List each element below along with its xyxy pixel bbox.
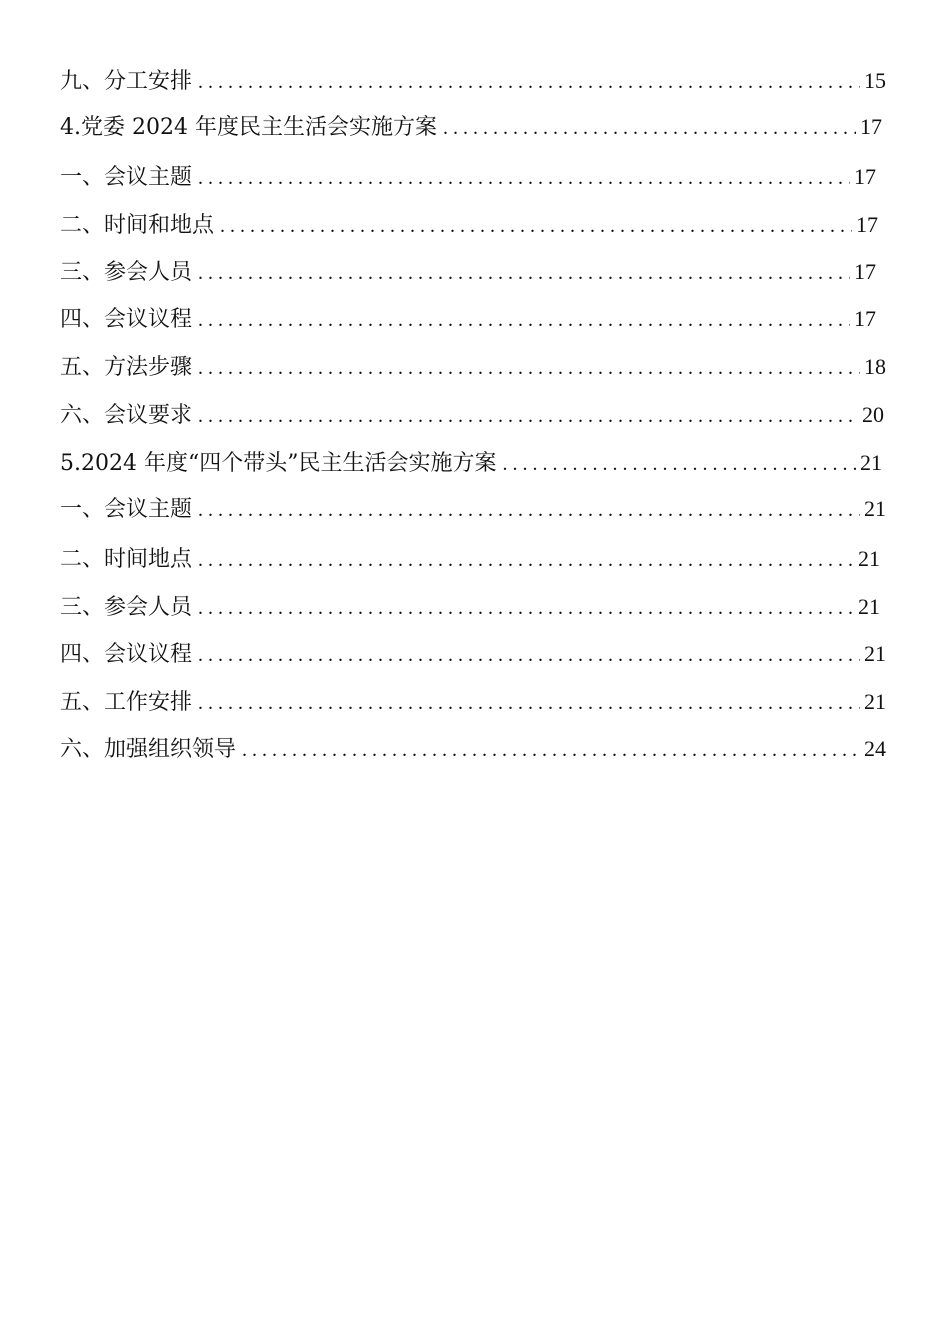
toc-dot-leader <box>437 113 856 143</box>
toc-dot-leader <box>192 305 850 335</box>
toc-entry[interactable] <box>60 352 886 383</box>
toc-page-number: 17 <box>854 259 876 284</box>
toc-dot-leader <box>192 258 850 288</box>
toc-dot-leader <box>236 735 860 765</box>
toc-entry-title: 一、会议主题 <box>60 165 193 190</box>
toc-entry[interactable] <box>60 592 880 623</box>
toc-dot-leader <box>192 353 860 383</box>
toc-page-number: 17 <box>854 306 876 331</box>
toc-page-number: 21 <box>864 496 886 521</box>
toc-entry-title: 5.2024 年度“四个带头”民主生活会实施方案 <box>60 451 497 476</box>
toc-entry-title: 二、时间和地点 <box>60 213 215 238</box>
toc-entry-title: 六、会议要求 <box>60 403 193 428</box>
toc-dot-leader <box>192 545 854 575</box>
toc-dot-leader <box>192 688 860 718</box>
toc-page-number: 21 <box>864 641 886 666</box>
toc-entry-title: 三、参会人员 <box>60 595 193 620</box>
toc-entry-title: 五、方法步骤 <box>60 355 193 380</box>
toc-dot-leader <box>192 163 850 193</box>
toc-dot-leader <box>192 495 860 525</box>
toc-dot-leader <box>496 449 856 479</box>
toc-dot-leader <box>192 401 858 431</box>
toc-page-number: 21 <box>860 450 882 475</box>
toc-entry[interactable] <box>60 400 884 431</box>
toc-entry[interactable] <box>60 639 886 670</box>
toc-entry[interactable] <box>60 257 876 288</box>
toc-dot-leader <box>214 211 852 241</box>
toc-entry[interactable] <box>60 494 886 525</box>
toc-entry-title: 九、分工安排 <box>60 69 193 94</box>
toc-entry[interactable] <box>60 448 882 479</box>
toc-entry[interactable] <box>60 162 876 193</box>
toc-entry-title: 二、时间地点 <box>60 547 193 572</box>
toc-entry-title: 一、会议主题 <box>60 497 193 522</box>
toc-entry[interactable] <box>60 112 882 143</box>
toc-page-number: 17 <box>854 164 876 189</box>
toc-entry-title: 六、加强组织领导 <box>60 737 237 762</box>
toc-entry-title: 三、参会人员 <box>60 260 193 285</box>
toc-page-number: 15 <box>864 68 886 93</box>
toc-page-number: 24 <box>864 736 886 761</box>
toc-page-number: 17 <box>856 212 878 237</box>
toc-entry-title: 四、会议议程 <box>60 642 193 667</box>
toc-entry-title: 4.党委 2024 年度民主生活会实施方案 <box>60 115 437 140</box>
toc-page-number: 21 <box>858 546 880 571</box>
toc-page-number: 18 <box>864 354 886 379</box>
toc-page-number: 20 <box>862 402 884 427</box>
toc-dot-leader <box>192 593 854 623</box>
toc-dot-leader <box>192 640 860 670</box>
toc-entry-title: 五、工作安排 <box>60 690 193 715</box>
toc-page-number: 21 <box>864 689 886 714</box>
toc-dot-leader <box>192 67 860 97</box>
toc-page-number: 17 <box>860 114 882 139</box>
toc-entry[interactable] <box>60 304 876 335</box>
toc-entry[interactable] <box>60 687 886 718</box>
toc-page-number: 21 <box>858 594 880 619</box>
toc-entry[interactable] <box>60 66 886 97</box>
toc-entry[interactable] <box>60 734 886 765</box>
toc-entry-title: 四、会议议程 <box>60 307 193 332</box>
toc-entry[interactable] <box>60 210 878 241</box>
toc-entry[interactable] <box>60 544 880 575</box>
